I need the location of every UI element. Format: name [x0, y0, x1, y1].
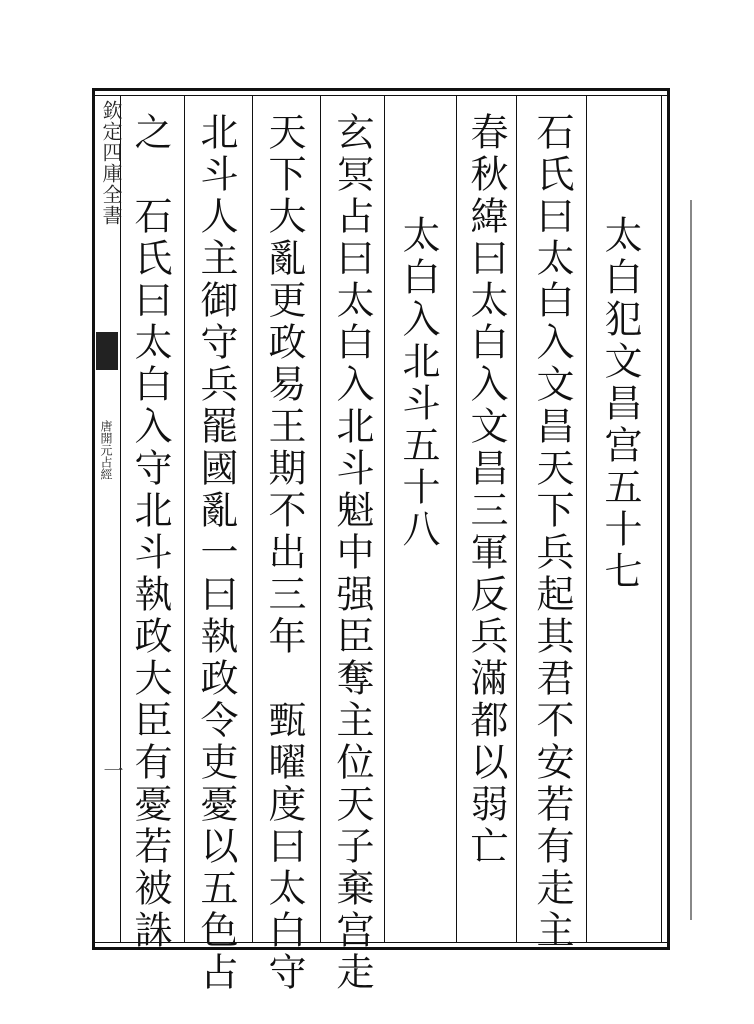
text-column-8: 北斗人主御守兵罷國亂一曰執政令吏憂以五色占 [194, 112, 238, 994]
text-column-6: 玄冥占曰太白入北斗魁中强臣奪主位天子棄宫走 [330, 112, 374, 994]
frame-left-border [92, 88, 95, 950]
frame-right-border [667, 88, 670, 950]
column-divider [516, 96, 517, 942]
frame-top-border [92, 88, 670, 91]
frame-top-inner-border [92, 95, 670, 96]
frame-right-inner-border [661, 95, 662, 943]
text-column-2: 石氏曰太白入文昌天下兵起其君不安若有走主 [530, 112, 574, 952]
page-number: 一 [100, 760, 124, 780]
column-divider [456, 96, 457, 942]
text-column-5: 太白入北斗五十八 [396, 215, 440, 551]
text-column-3: 春秋緯曰太白入文昌三軍反兵滿都以弱亡 [464, 112, 508, 868]
column-divider [184, 96, 185, 942]
column-divider [320, 96, 321, 942]
page-edge-line [690, 200, 692, 920]
column-divider [586, 96, 587, 942]
text-column-7: 天下大亂更政易王期不出三年 甄曜度曰太白守 [262, 112, 306, 994]
text-column-1: 太白犯文昌宫五十七 [598, 215, 642, 593]
frame-bottom-inner-border [92, 942, 670, 943]
spine-book-name: 唐開元占經 [99, 420, 113, 480]
spine-title: 欽定四庫全書 [99, 100, 123, 226]
text-column-9: 之 石氏曰太白入守北斗執政大臣有憂若被誅 [128, 112, 172, 952]
spine-fishtail-mark [96, 332, 118, 370]
frame-bottom-border [92, 947, 670, 950]
column-divider [384, 96, 385, 942]
column-divider [252, 96, 253, 942]
